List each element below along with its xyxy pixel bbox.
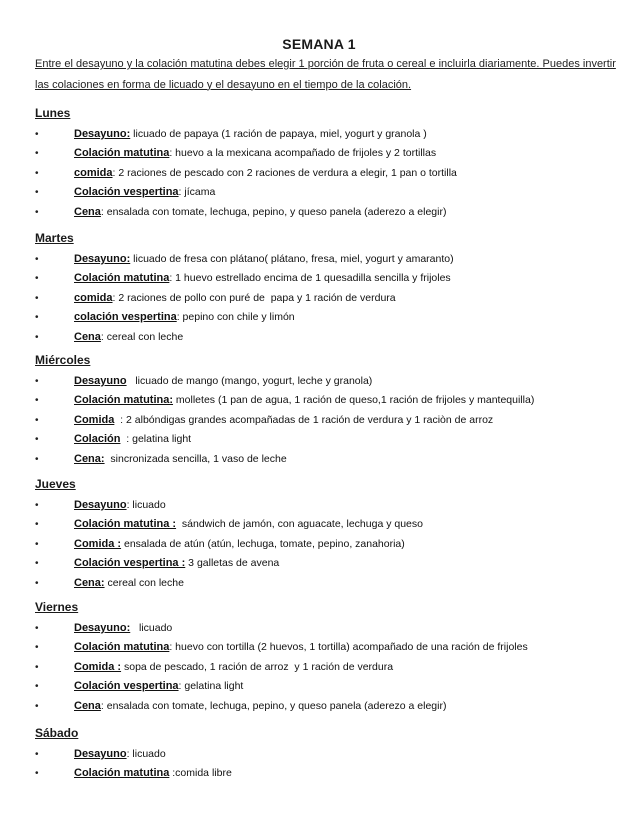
meal-line <box>74 411 493 430</box>
bullet-icon: • <box>35 434 39 446</box>
bullet-icon: • <box>35 254 39 265</box>
bullet-icon: • <box>35 292 39 304</box>
meal-label: Colación matutina : <box>74 518 177 531</box>
meal-description: licuado de papaya (1 ración de papaya, miel, yogurt y granola ) <box>130 128 427 140</box>
bullet-icon: • <box>35 414 39 426</box>
meal-description: : huevo con tortilla (2 huevos, 1 tortilla) acompañado de una ración de frijoles <box>169 641 528 654</box>
meal-label: Colación vespertina : <box>74 557 186 570</box>
meal-item <box>35 372 630 391</box>
meal-label: comida <box>74 166 113 179</box>
meal-item <box>35 203 630 222</box>
meal-label: Desayuno <box>74 375 127 387</box>
meal-description: licuado <box>130 622 173 634</box>
meal-line <box>74 535 405 554</box>
meal-item <box>35 144 630 163</box>
meal-item <box>35 450 630 469</box>
meal-description: :comida libre <box>169 767 232 780</box>
meal-description: : pepino con chile y limón <box>176 311 295 324</box>
meal-item <box>35 183 630 202</box>
meal-line <box>74 619 172 638</box>
meal-item <box>35 697 630 716</box>
meal-description: ensalada de atún (atún, lechuga, tomate, pepino, zanahoria) <box>121 537 405 550</box>
bullet-icon: • <box>35 312 39 324</box>
meal-description: : 1 huevo estrellado encima de 1 quesadilla sencilla y frijoles <box>169 272 451 285</box>
bullet-icon: • <box>35 273 39 285</box>
bullet-icon: • <box>35 558 39 570</box>
meal-label: Comida : <box>74 660 122 673</box>
bullet-icon: • <box>35 538 39 550</box>
meal-item <box>35 496 630 515</box>
meal-label: Desayuno <box>74 748 127 760</box>
meal-item <box>35 164 630 183</box>
day-heading: Viernes <box>35 600 79 614</box>
meal-label: Colación vespertina <box>74 186 179 199</box>
bullet-icon: • <box>35 642 39 654</box>
meal-label: Cena: <box>74 576 105 589</box>
meal-description: cereal con leche <box>104 576 184 589</box>
meal-item <box>35 574 630 593</box>
meal-item <box>35 619 630 638</box>
meal-line <box>74 250 454 269</box>
meal-line <box>74 697 446 716</box>
meal-line <box>74 125 427 144</box>
meal-label: Cena <box>74 699 101 712</box>
meal-item <box>35 391 630 410</box>
meal-item <box>35 535 630 554</box>
meal-item <box>35 658 630 677</box>
meal-line <box>74 144 436 163</box>
meal-line <box>74 764 232 783</box>
bullet-icon: • <box>35 681 39 693</box>
meal-item <box>35 289 630 308</box>
meal-line <box>74 677 243 696</box>
meal-label: comida <box>74 291 113 304</box>
meal-description: : gelatina light <box>120 433 192 446</box>
meal-line <box>74 658 393 677</box>
meal-description: : jícama <box>178 186 216 199</box>
meal-line <box>74 430 191 449</box>
meal-label: Colación matutina <box>74 272 170 285</box>
meal-line <box>74 164 457 183</box>
bullet-icon: • <box>35 206 39 218</box>
meal-label: Desayuno: <box>74 253 131 265</box>
meal-description: licuado de mango (mango, yogurt, leche y granola) <box>126 375 373 387</box>
meal-item <box>35 328 630 347</box>
meal-line <box>74 574 184 593</box>
meal-description: molletes (1 pan de agua, 1 ración de queso,1 ración de frijoles y mantequilla) <box>173 394 535 407</box>
bullet-icon: • <box>35 577 39 589</box>
meal-description: : 2 raciones de pollo con puré de papa y 1 ración de verdura <box>112 291 396 304</box>
bullet-icon: • <box>35 500 39 511</box>
meal-label: Comida <box>74 413 115 426</box>
meal-description: : gelatina light <box>178 680 244 693</box>
meal-description: : ensalada con tomate, lechuga, pepino, y queso panela (aderezo a elegir) <box>100 205 447 218</box>
meal-label: Colación matutina <box>74 147 170 160</box>
meal-description: : cereal con leche <box>100 330 184 343</box>
meal-line <box>74 372 372 391</box>
bullet-icon: • <box>35 187 39 199</box>
meal-item <box>35 430 630 449</box>
meal-description: sincronizada sencilla, 1 vaso de leche <box>104 452 287 465</box>
meal-line <box>74 515 423 534</box>
meal-line <box>74 745 166 764</box>
meal-item <box>35 250 630 269</box>
meal-line <box>74 450 287 469</box>
bullet-icon: • <box>35 661 39 673</box>
meal-item <box>35 125 630 144</box>
bullet-icon: • <box>35 395 39 407</box>
meal-label: Colación matutina: <box>74 394 174 407</box>
meal-label: Cena <box>74 330 101 343</box>
meal-line <box>74 496 166 515</box>
meal-label: Colación vespertina <box>74 680 179 693</box>
bullet-icon: • <box>35 749 39 760</box>
meal-item <box>35 745 630 764</box>
meal-item <box>35 269 630 288</box>
meal-line <box>74 183 215 202</box>
meal-description: : huevo a la mexicana acompañado de frijoles y 2 tortillas <box>169 147 437 160</box>
bullet-icon: • <box>35 519 39 531</box>
meal-description: 3 galletas de avena <box>185 557 280 570</box>
meal-line <box>74 391 534 410</box>
meal-line <box>74 308 295 327</box>
meal-description: : ensalada con tomate, lechuga, pepino, y queso panela (aderezo a elegir) <box>100 699 447 712</box>
meal-label: Comida : <box>74 537 122 550</box>
meal-description: : licuado <box>126 748 166 760</box>
day-heading: Miércoles <box>35 353 91 367</box>
meal-item <box>35 554 630 573</box>
meal-label: Desayuno: <box>74 622 131 634</box>
meal-line <box>74 638 528 657</box>
meal-description: : 2 raciones de pescado con 2 raciones de verdura a elegir, 1 pan o tortilla <box>112 166 457 179</box>
meal-description: licuado de fresa con plátano( plátano, fresa, miel, yogurt y amaranto) <box>130 253 454 265</box>
meal-description: sándwich de jamón, con aguacate, lechuga y queso <box>176 518 423 531</box>
meal-label: colación vespertina <box>74 311 177 324</box>
bullet-icon: • <box>35 129 39 140</box>
meal-line <box>74 289 396 308</box>
meal-item <box>35 638 630 657</box>
meal-description: : licuado <box>126 499 166 511</box>
day-heading: Jueves <box>35 477 76 491</box>
meal-line <box>74 269 451 288</box>
meal-line <box>74 328 183 347</box>
meal-item <box>35 308 630 327</box>
meal-description: : 2 albóndigas grandes acompañadas de 1 ración de verdura y 1 raciòn de arroz <box>114 413 494 426</box>
meal-label: Colación matutina <box>74 641 170 654</box>
day-heading: Martes <box>35 231 74 245</box>
meal-description: sopa de pescado, 1 ración de arroz y 1 ración de verdura <box>121 660 394 673</box>
meal-label: Colación <box>74 433 121 446</box>
meal-line <box>74 203 446 222</box>
meal-item <box>35 677 630 696</box>
meal-label: Desayuno <box>74 499 127 511</box>
bullet-icon: • <box>35 331 39 343</box>
meal-item <box>35 411 630 430</box>
meal-label: Colación matutina <box>74 767 170 780</box>
meal-item <box>35 515 630 534</box>
bullet-icon: • <box>35 167 39 179</box>
meal-line <box>74 554 279 573</box>
meal-label: Cena: <box>74 452 105 465</box>
intro-paragraph: Entre el desayuno y la colación matutina debes elegir 1 porción de fruta o cereal e incluirla diariamente. Puedes invertir las colaciones en forma de licuado y el desayuno en el tiempo de la colación. <box>35 58 616 91</box>
day-heading: Sábado <box>35 726 79 740</box>
bullet-icon: • <box>35 148 39 160</box>
meal-label: Cena <box>74 205 101 218</box>
bullet-icon: • <box>35 453 39 465</box>
bullet-icon: • <box>35 700 39 712</box>
meal-label: Desayuno: <box>74 128 131 140</box>
page-title: SEMANA 1 <box>282 36 356 52</box>
bullet-icon: • <box>35 768 39 780</box>
meal-item <box>35 764 630 783</box>
bullet-icon: • <box>35 623 39 634</box>
bullet-icon: • <box>35 376 39 387</box>
day-heading: Lunes <box>35 106 71 120</box>
